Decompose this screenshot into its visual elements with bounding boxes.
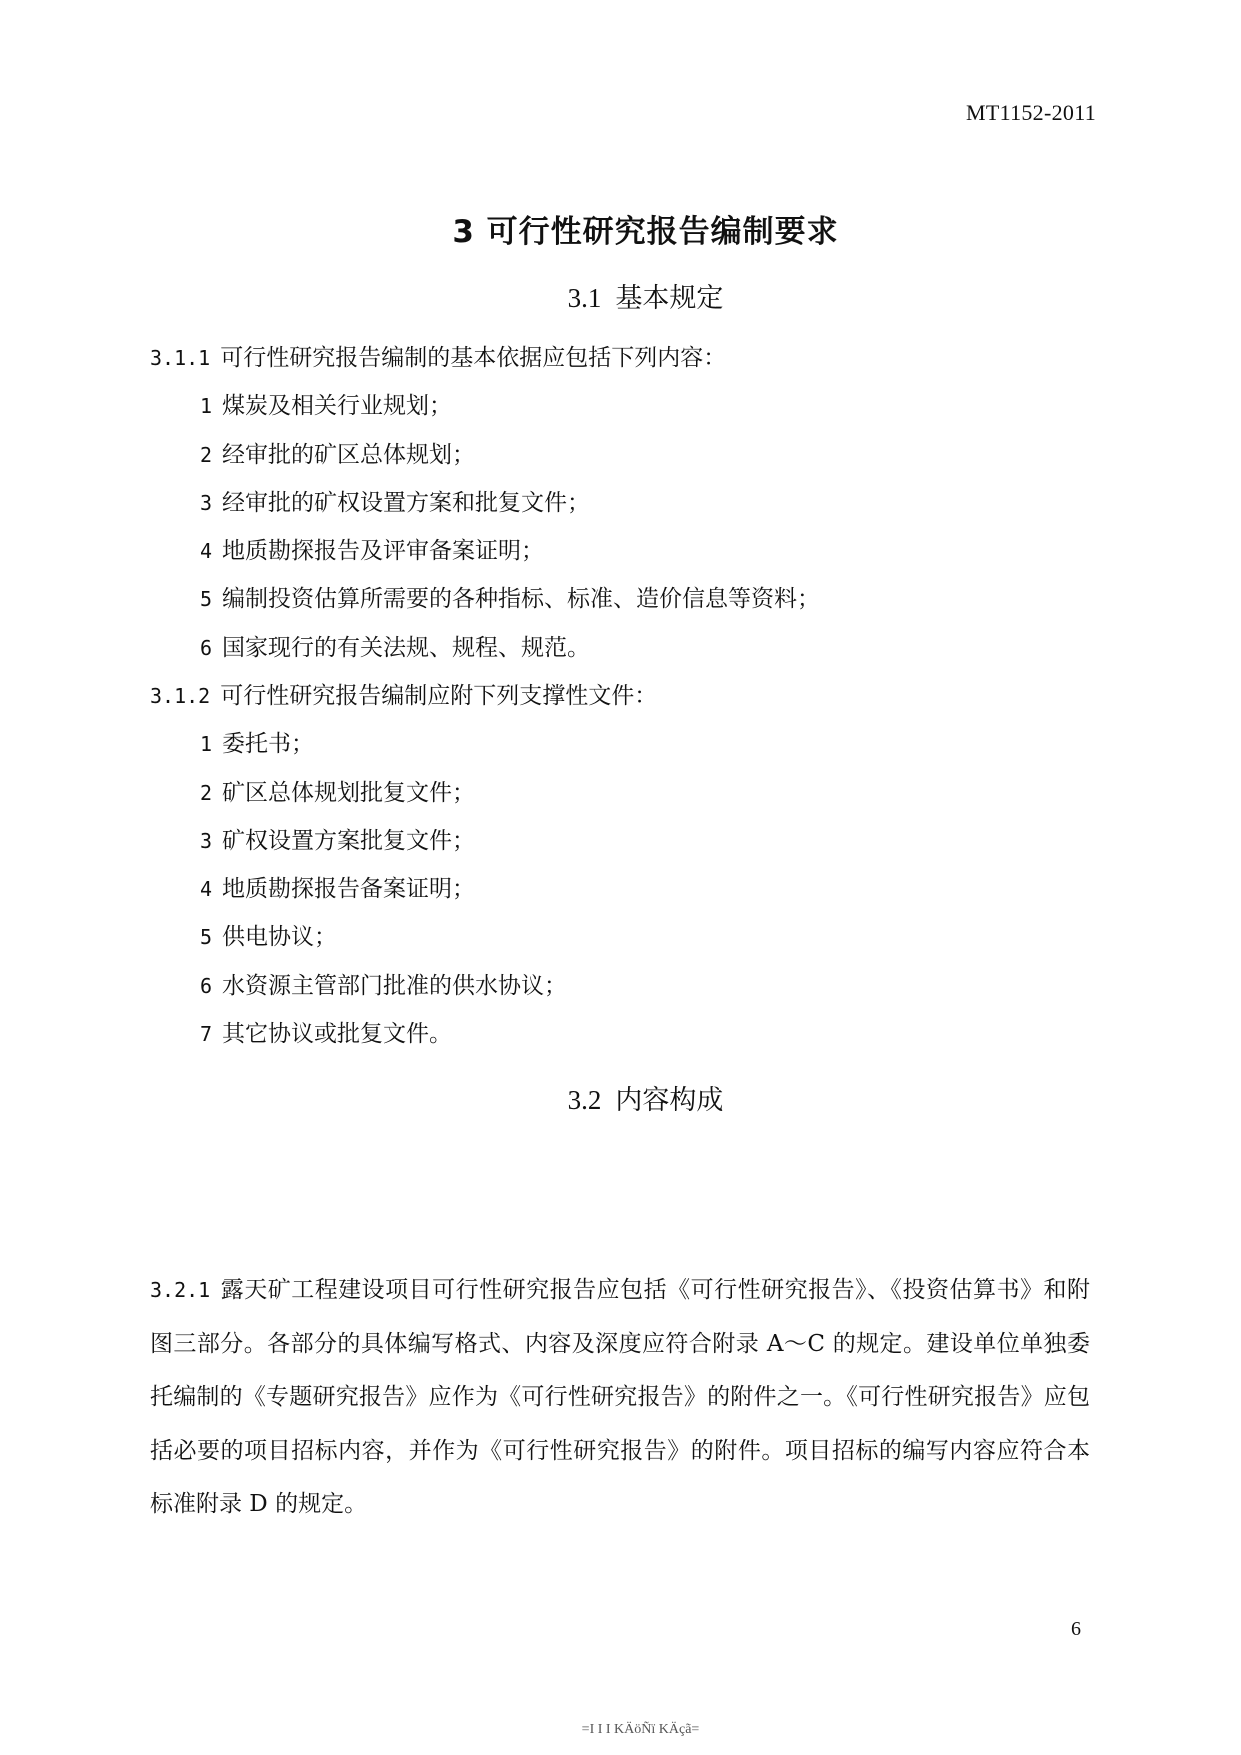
clause-number: 3.1.1 [150,346,211,370]
item-number: 2 [200,781,213,805]
item-text: 地质勘探报告备案证明； [222,876,476,902]
section-heading-text: 基本规定 [615,283,724,314]
clause-3-2-1 [150,1264,1090,1532]
list-item [200,436,475,469]
item-text: 国家现行的有关法规、规程、规范。 [222,635,591,661]
footer-watermark: =I I I KÄöÑï KÄçã= [581,1722,700,1737]
clause-3-1-1 [150,339,726,372]
item-text: 矿权设置方案批复文件； [222,828,476,854]
standard-code: MT1152-2011 [966,100,1096,125]
list-item [200,387,452,420]
item-text: 矿区总体规划批复文件； [222,780,476,806]
item-number: 4 [200,539,213,563]
item-text: 其它协议或批复文件。 [222,1021,453,1047]
list-item [200,725,314,758]
item-text: 委托书； [222,731,315,757]
section-number: 3.1 [567,283,602,313]
section-title-3-2 [0,1078,1241,1117]
item-number: 1 [200,732,213,756]
item-number: 5 [200,587,213,611]
item-number: 6 [200,974,213,998]
section-number: 3.2 [567,1085,602,1115]
item-number: 6 [200,636,213,660]
item-number: 1 [200,394,213,418]
section-heading-text: 内容构成 [615,1085,724,1116]
item-number: 5 [200,925,213,949]
section-title-3-1 [0,276,1241,315]
list-item [200,629,590,662]
item-number: 3 [200,491,213,515]
clause-text: 可行性研究报告编制应附下列支撑性文件： [220,683,658,709]
list-item [200,918,337,951]
item-text: 煤炭及相关行业规划； [222,393,453,419]
item-number: 7 [200,1022,213,1046]
item-number: 3 [200,829,213,853]
clause-number: 3.1.2 [150,684,211,708]
item-text: 经审批的矿权设置方案和批复文件； [222,490,591,516]
list-item [200,822,475,855]
item-text: 水资源主管部门批准的供水协议； [222,973,568,999]
clause-3-1-2 [150,677,657,710]
item-text: 编制投资估算所需要的各种指标、标准、造价信息等资料； [222,586,821,612]
clause-text: 露天矿工程建设项目可行性研究报告应包括《可行性研究报告》、《投资估算书》和附图三部分。各部分的具体编写格式、内容及深度应符合附录 A～C 的规定。建设单位单独委托编制的《专题研究报告》应作为《可行性研究报告》的附件之一。《可行性研究报告》应包括必要的项目招标内容，并作为《可行性研究报告》的附件。项目招标的编写内容应符合本标准附录 D 的规定。 [150,1277,1090,1517]
chapter-title: 3 可行性研究报告编制要求 [452,214,839,250]
list-item [200,580,820,613]
item-number: 2 [200,443,213,467]
clause-number: 3.2.1 [150,1278,211,1302]
list-item [200,967,567,1000]
list-item [200,532,544,565]
list-item [200,484,590,517]
item-text: 供电协议； [222,924,338,950]
item-number: 4 [200,877,213,901]
item-text: 经审批的矿区总体规划； [222,442,476,468]
list-item [200,870,475,903]
page-number: 6 [1071,1618,1081,1640]
clause-text: 可行性研究报告编制的基本依据应包括下列内容： [220,345,727,371]
list-item [200,774,475,807]
item-text: 地质勘探报告及评审备案证明； [222,538,545,564]
list-item [200,1015,452,1048]
